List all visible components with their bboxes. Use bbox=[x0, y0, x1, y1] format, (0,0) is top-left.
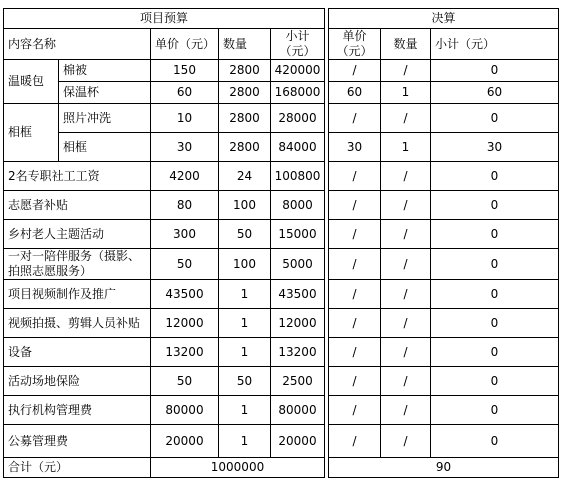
final-total: 90 bbox=[329, 458, 559, 478]
table-row bbox=[4, 338, 559, 367]
final-unit-price: / bbox=[329, 220, 381, 249]
budget-total: 1000000 bbox=[151, 458, 325, 478]
item-name: 照片冲洗 bbox=[59, 104, 151, 133]
quantity: 2800 bbox=[219, 82, 271, 104]
unit-price: 30 bbox=[151, 133, 219, 162]
final-unit-price: / bbox=[329, 338, 381, 367]
col-unit-price: 单价（元） bbox=[151, 29, 219, 60]
subtotal: 12000 bbox=[271, 309, 325, 338]
column-header-row bbox=[4, 29, 559, 60]
final-quantity: / bbox=[381, 191, 431, 220]
table-row bbox=[4, 249, 559, 280]
unit-price: 60 bbox=[151, 82, 219, 104]
unit-price: 50 bbox=[151, 249, 219, 280]
unit-price: 80 bbox=[151, 191, 219, 220]
final-unit-price: / bbox=[329, 249, 381, 280]
unit-price: 50 bbox=[151, 367, 219, 396]
unit-price: 80000 bbox=[151, 396, 219, 425]
item-name: 设备 bbox=[4, 338, 151, 367]
item-name: 公募管理费 bbox=[4, 425, 151, 458]
subtotal: 420000 bbox=[271, 60, 325, 82]
subtotal: 100800 bbox=[271, 162, 325, 191]
table-row bbox=[4, 60, 559, 82]
final-subtotal: 0 bbox=[431, 60, 559, 82]
quantity: 24 bbox=[219, 162, 271, 191]
quantity: 100 bbox=[219, 191, 271, 220]
item-name: 棉被 bbox=[59, 60, 151, 82]
quantity: 1 bbox=[219, 309, 271, 338]
final-unit-price: / bbox=[329, 191, 381, 220]
item-name: 保温杯 bbox=[59, 82, 151, 104]
table-row bbox=[4, 162, 559, 191]
final-quantity: / bbox=[381, 220, 431, 249]
total-row bbox=[4, 458, 559, 478]
subtotal: 28000 bbox=[271, 104, 325, 133]
unit-price: 4200 bbox=[151, 162, 219, 191]
final-subtotal: 0 bbox=[431, 309, 559, 338]
final-subtotal: 0 bbox=[431, 396, 559, 425]
final-quantity: / bbox=[381, 425, 431, 458]
unit-price: 43500 bbox=[151, 280, 219, 309]
final-quantity: 1 bbox=[381, 133, 431, 162]
unit-price: 20000 bbox=[151, 425, 219, 458]
item-name: 一对一陪伴服务（摄影、拍照志愿服务） bbox=[4, 249, 151, 280]
final-quantity: / bbox=[381, 367, 431, 396]
col-final-subtotal: 小计（元） bbox=[431, 29, 559, 60]
table-row bbox=[4, 191, 559, 220]
final-unit-price: / bbox=[329, 396, 381, 425]
final-subtotal: 0 bbox=[431, 280, 559, 309]
quantity: 50 bbox=[219, 220, 271, 249]
unit-price: 10 bbox=[151, 104, 219, 133]
item-name: 乡村老人主题活动 bbox=[4, 220, 151, 249]
table-row bbox=[4, 309, 559, 338]
final-unit-price: 60 bbox=[329, 82, 381, 104]
subtotal: 8000 bbox=[271, 191, 325, 220]
item-name: 2名专职社工工资 bbox=[4, 162, 151, 191]
final-subtotal: 0 bbox=[431, 162, 559, 191]
subtotal: 43500 bbox=[271, 280, 325, 309]
table-row bbox=[4, 280, 559, 309]
group-warm-kit: 温暖包 bbox=[4, 60, 59, 104]
final-subtotal: 30 bbox=[431, 133, 559, 162]
final-quantity: / bbox=[381, 280, 431, 309]
subtotal: 84000 bbox=[271, 133, 325, 162]
subtotal: 13200 bbox=[271, 338, 325, 367]
final-subtotal: 0 bbox=[431, 338, 559, 367]
group-frame: 相框 bbox=[4, 104, 59, 162]
final-subtotal: 60 bbox=[431, 82, 559, 104]
final-quantity: / bbox=[381, 104, 431, 133]
final-unit-price: / bbox=[329, 309, 381, 338]
final-subtotal: 0 bbox=[431, 249, 559, 280]
table-row bbox=[4, 367, 559, 396]
subtotal: 20000 bbox=[271, 425, 325, 458]
final-unit-price: / bbox=[329, 104, 381, 133]
quantity: 50 bbox=[219, 367, 271, 396]
final-unit-price: / bbox=[329, 60, 381, 82]
item-name: 视频拍摄、剪辑人员补贴 bbox=[4, 309, 151, 338]
item-name: 相框 bbox=[59, 133, 151, 162]
item-name: 项目视频制作及推广 bbox=[4, 280, 151, 309]
project-budget-header: 项目预算 bbox=[4, 9, 325, 29]
table-row bbox=[4, 425, 559, 458]
subtotal: 5000 bbox=[271, 249, 325, 280]
subtotal: 168000 bbox=[271, 82, 325, 104]
col-final-unit-price: 单价（元） bbox=[329, 29, 381, 60]
col-subtotal: 小计（元） bbox=[271, 29, 325, 60]
quantity: 1 bbox=[219, 396, 271, 425]
final-quantity: / bbox=[381, 60, 431, 82]
final-quantity: / bbox=[381, 396, 431, 425]
quantity: 2800 bbox=[219, 133, 271, 162]
final-quantity: / bbox=[381, 338, 431, 367]
quantity: 1 bbox=[219, 425, 271, 458]
item-name: 志愿者补贴 bbox=[4, 191, 151, 220]
final-quantity: / bbox=[381, 162, 431, 191]
subtotal: 2500 bbox=[271, 367, 325, 396]
final-subtotal: 0 bbox=[431, 220, 559, 249]
table-row bbox=[4, 220, 559, 249]
final-quantity: 1 bbox=[381, 82, 431, 104]
col-final-quantity: 数量 bbox=[381, 29, 431, 60]
col-quantity: 数量 bbox=[219, 29, 271, 60]
final-unit-price: / bbox=[329, 162, 381, 191]
item-name: 执行机构管理费 bbox=[4, 396, 151, 425]
final-unit-price: / bbox=[329, 367, 381, 396]
final-unit-price: 30 bbox=[329, 133, 381, 162]
quantity: 100 bbox=[219, 249, 271, 280]
unit-price: 300 bbox=[151, 220, 219, 249]
quantity: 1 bbox=[219, 280, 271, 309]
final-subtotal: 0 bbox=[431, 367, 559, 396]
quantity: 1 bbox=[219, 338, 271, 367]
final-quantity: / bbox=[381, 309, 431, 338]
subtotal: 15000 bbox=[271, 220, 325, 249]
unit-price: 13200 bbox=[151, 338, 219, 367]
final-subtotal: 0 bbox=[431, 104, 559, 133]
table-row bbox=[4, 82, 559, 104]
item-name: 活动场地保险 bbox=[4, 367, 151, 396]
quantity: 2800 bbox=[219, 104, 271, 133]
total-label: 合计（元） bbox=[4, 458, 151, 478]
table-row bbox=[4, 133, 559, 162]
unit-price: 12000 bbox=[151, 309, 219, 338]
subtotal: 80000 bbox=[271, 396, 325, 425]
final-unit-price: / bbox=[329, 425, 381, 458]
table-row bbox=[4, 104, 559, 133]
quantity: 2800 bbox=[219, 60, 271, 82]
final-unit-price: / bbox=[329, 280, 381, 309]
budget-table bbox=[3, 8, 559, 478]
final-subtotal: 0 bbox=[431, 191, 559, 220]
final-accounts-header: 决算 bbox=[329, 9, 559, 29]
final-subtotal: 0 bbox=[431, 425, 559, 458]
col-item-name: 内容名称 bbox=[4, 29, 151, 60]
unit-price: 150 bbox=[151, 60, 219, 82]
table-row bbox=[4, 396, 559, 425]
final-quantity: / bbox=[381, 249, 431, 280]
header-row-top bbox=[4, 9, 559, 29]
